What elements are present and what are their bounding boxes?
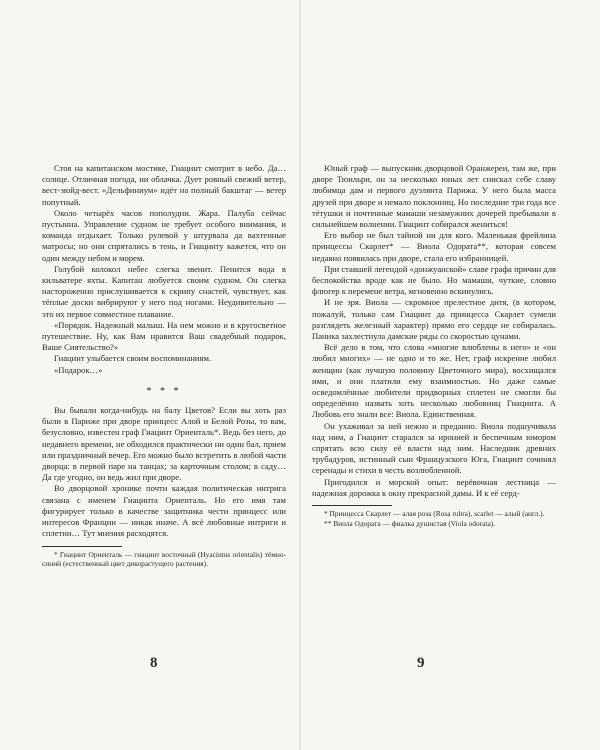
page-number-left: 8 [150, 655, 158, 671]
left-paragraph-2: Около четырёх часов пополудни. Жара. Палуба сейчас пустынна. Управление судном не требует особого внимания, и команда отдыхает. Только рулевой у штурвала да вахтенные матросы; но они спрятались в тень, и Гиацинту кажется, что он один между небом и морем. [42, 207, 286, 263]
footnote-rule [42, 546, 122, 547]
left-paragraph-8: Во дворцовой хронике почти каждая политическая интрига связана с именем Гиацинта Ориенталь. Но его имя там фигурирует только в качестве защитника чести принцесс или интересов Франции — никак иначе. А всё любовные интриги и сплетни… Тут мнения расходятся. [42, 483, 286, 539]
right-paragraph-4: И не зря. Виола — скромное прелестное дитя, (в котором, пожалуй, только сам Гиацинт да принцесса Скарлет сумели разглядеть железный характер) прямо его сердце не собиралась. Паника захлестнула дамские ряды со скоростью цунами. [312, 297, 556, 342]
right-paragraph-1: Юный граф — выпускник дворцовой Оранжереи, там же, при дворе Тюильри, он за несколько юных лет снискал себе славу любимца дам и первого дуэлянта Парижа. У него была масса друзей при дворе и немало поклонниц. Но последние три года все тётушки и почтенные мамаши незамужних дочерей пребывали в сильнейшем волнении. Гиацинт собирался жениться! [312, 163, 556, 230]
page-number-right: 9 [417, 655, 425, 671]
right-footnote-2: ** Виола Одората — фиалка душистая (Viola odorata). [324, 518, 496, 528]
left-paragraph-6: «Подарок…» [54, 364, 103, 375]
right-page [312, 163, 556, 528]
section-divider: * * * [146, 385, 182, 397]
right-footnote-1: * Принцесса Скарлет — алая роза (Rosa rubra), scarlet — алый (англ.). [324, 509, 545, 519]
footnote-rule [312, 505, 392, 506]
left-footnote: * Гиацинт Ориенталь — гиацинт восточный (Hyacintus orientalis) тёмно-синий (естественный цвет дикорастущего растения). [42, 549, 286, 568]
left-paragraph-1: Стоя на капитанском мостике, Гиацинт смотрит в небо. Да… солнце. Отличная погода, ни облачка. Дует ровный свежий ветер, вест-зюйд-вест. «Дельфиниум» идёт на полный бакштаг — ветер попутный. [42, 163, 286, 207]
right-paragraph-3: При ставшей легендой «донжуанской» славе графа причин для беспокойства вроде как не было. Но мамаши, чуткие, словно флюгер к перемене ветра, мгновенно вскинулись. [312, 263, 556, 297]
left-page [42, 163, 286, 568]
book-spine [299, 0, 301, 750]
left-paragraph-5: Гиацинт улыбается своим воспоминаниям. [54, 353, 212, 364]
right-paragraph-7: Пригодился и морской опыт: верёвочная лестница — надежная дорожка к окну прекрасной дамы. И к её серд- [312, 476, 556, 498]
left-paragraph-4: «Порядок. Надежный малыш. На нем можно и в кругосветное путешествие. Ну, как Вам нравится Ваш свадебный подарок, Ваше Сиятельство?» [42, 319, 286, 353]
left-paragraph-3: Голубой колокол небес слегка звенит. Пенится вода в кильватере яхты. Капитан любуется своим судном. Он слегка настороженно прислушивается к скрипу снастей, чувствует, как тёплые доски вибрируют у него под ногами. Неудивительно — это их первое совместное плавание. [42, 263, 286, 319]
right-paragraph-5: Всё дело в том, что слова «многие влюблены в него» и «он любил многих» — не одно и то же. Нет, граф искренне любил женщин (как лучшую половину Цветочного мира), восхищался ими, и они платили ему взаимностью. Но даже самые осведомлённые любители придворных сплетен не смогли бы определённо назвать хоть несколько любовниц Гиацинта. А Любовь его знали все: Виола. Единственная. [312, 342, 556, 420]
right-paragraph-2: Его выбор не был тайной ни для кого. Маленькая фрейлина принцессы Скарлет* — Виола Одората**, которая совсем недавно появилась при дворе, стала его избранницей. [312, 230, 556, 263]
right-paragraph-6: Он ухаживал за ней нежно и преданно. Виола подшучивала над ним, а Гиацинт старался за иронией и беспечным юмором спрятать всю силу её власти над ним. Наследник древних трубадуров, истинный сын Французского Юга, Гиацинт сочинял серенады и стихи в честь возлюбленной. [312, 420, 556, 476]
left-paragraph-7: Вы бывали когда-нибудь на балу Цветов? Если вы хоть раз были в Париже при дворе принцесс Алой и Белой Розы, то вам, безусловно, известен граф Гиацинт Ориенталь*. Ведь без него, до недавнего времени, не обходился практически ни один бал, прием или праздничный вечер. Его можно было встретить в любой части дворца: в первой паре на танцах; за карточным столом; в саду… Да где угодно, он ведь жил при дворе. [42, 405, 286, 483]
